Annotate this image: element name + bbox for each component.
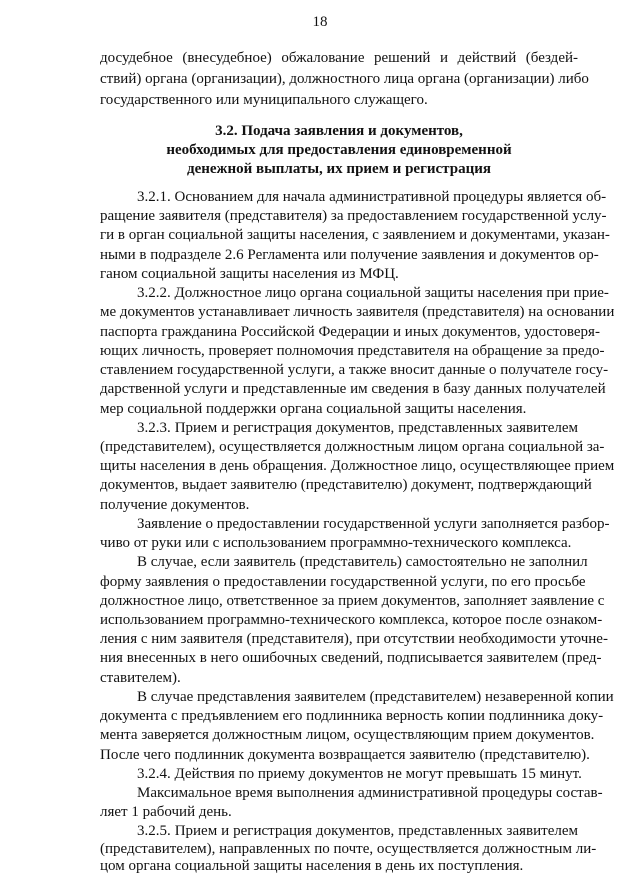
body-line: документов, выдает заявителю (представителю) документ, подтверждающий	[100, 477, 592, 494]
body-line: должностное лицо, ответственное за прием документов, заполняет заявление с	[100, 592, 605, 609]
body-line: чиво от руки или с использованием программно-технического комплекса.	[100, 535, 572, 551]
intro-line: ствий) органа (организации), должностного лица органа (организации) либо	[100, 71, 589, 87]
body-line: ния внесенных в него ошибочных сведений, подписывается заявителем (пред-	[100, 650, 602, 667]
body-line: паспорта гражданина Российской Федерации и иных документов, удостоверя-	[100, 323, 600, 340]
body-line: использованием программно-технического комплекса, которое после ознаком-	[100, 611, 603, 628]
page-number: 18	[312, 14, 328, 30]
body-line: ращение заявителя (представителя) за предоставлением государственной услу-	[100, 208, 607, 225]
section-heading-line: необходимых для предоставления единовременной	[166, 142, 512, 158]
body-line: дарственной услуги и представленные им сведения в базу данных получателей	[100, 381, 606, 398]
body-line: После чего подлинник документа возвращается заявителю (представителю).	[100, 746, 590, 763]
body-line: получение документов.	[100, 496, 250, 513]
body-line: ющих личность, проверяет полномочия представителя на обращение за предо-	[100, 342, 605, 359]
body-line: (представителем), осуществляется должностным лицом органа социальной за-	[100, 438, 605, 455]
section-heading-line: 3.2. Подача заявления и документов,	[215, 123, 463, 139]
body-line: мер социальной поддержки органа социальной защиты населения.	[100, 400, 527, 417]
body-line: 3.2.1. Основанием для начала административной процедуры является об-	[137, 189, 607, 205]
body-line: ными в подразделе 2.6 Регламента или получение заявления и документов ор-	[100, 246, 599, 263]
body-line: В случае, если заявитель (представитель) самостоятельно не заполнил	[137, 554, 588, 571]
body-line: ления с ним заявителя (представителя), при отсутствии необходимости уточне-	[100, 631, 608, 648]
section-heading-line: денежной выплаты, их прием и регистрация	[187, 161, 491, 177]
body-line: ставителем).	[100, 669, 181, 686]
body-line: ги в орган социальной защиты населения, с заявлением и документами, указан-	[100, 227, 610, 244]
body-line: форму заявления о предоставлении государственной услуги, по его просьбе	[100, 573, 586, 590]
body-line: ляет 1 рабочий день.	[100, 804, 232, 821]
body-line: 3.2.4. Действия по приему документов не могут превышать 15 минут.	[137, 765, 582, 782]
intro-line: государственного или муниципального служащего.	[100, 92, 428, 108]
body-line: 3.2.3. Прием и регистрация документов, представленных заявителем	[137, 419, 578, 436]
body-line: документа с предъявлением его подлинника верность копии подлинника доку-	[100, 708, 604, 725]
body-line: 3.2.2. Должностное лицо органа социальной защиты населения при прие-	[137, 285, 609, 302]
body-line: Заявление о предоставлении государственной услуги заполняется разбор-	[137, 515, 610, 532]
intro-line: досудебное (внесудебное) обжалование решений и действий (бездей-	[100, 50, 578, 66]
body-line: цом органа социальной защиты населения в день их поступления.	[100, 858, 524, 874]
body-line: ставлением государственной услуги, а также вносит данные о получателе госу-	[100, 362, 609, 378]
body-line: Максимальное время выполнения административной процедуры состав-	[137, 784, 603, 801]
body-line: мента заверяется должностным лицом, осуществляющим прием документов.	[100, 727, 595, 744]
body-line: ме документов устанавливает личность заявителя (представителя) на основании	[100, 304, 615, 321]
body-line: щиты населения в день обращения. Должностное лицо, осуществляющее прием	[100, 458, 615, 475]
body-line: 3.2.5. Прием и регистрация документов, представленных заявителем	[137, 823, 578, 840]
body-line: (представителем), направленных по почте, осуществляется должностным ли-	[100, 840, 597, 857]
body-line: В случае представления заявителем (представителем) незаверенной копии	[137, 688, 614, 705]
body-line: ганом социальной защиты населения из МФЦ.	[100, 265, 399, 282]
